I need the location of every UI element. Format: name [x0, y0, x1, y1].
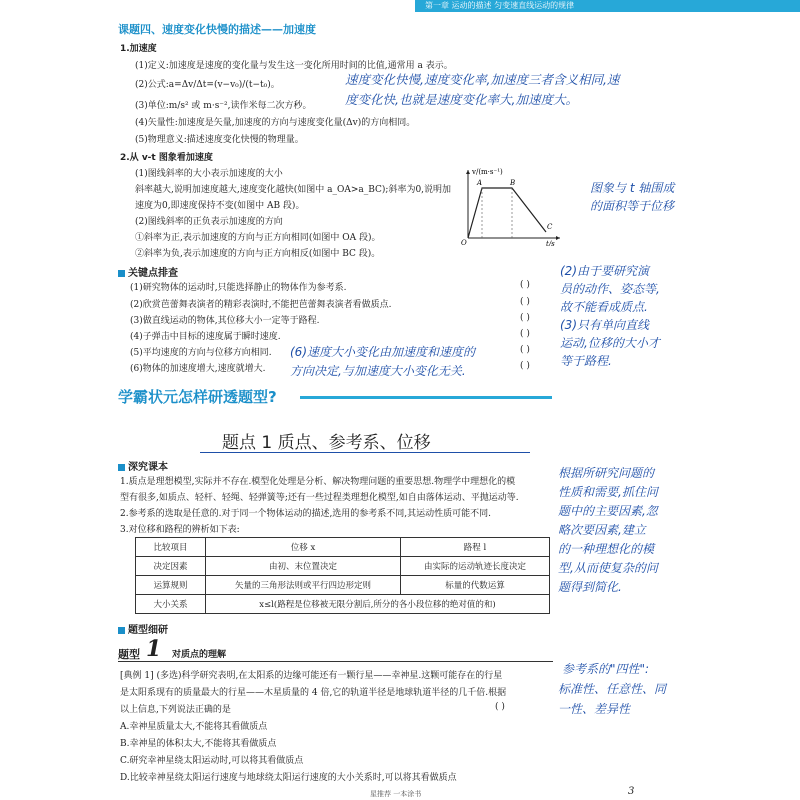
chapter-header: 第一章 运动的描述 匀变速直线运动的规律 [425, 1, 575, 10]
handwritten-note-keypoints-5: 运动,位移的大小才 [560, 336, 660, 350]
footer-brand: 星推荐 一本涂书 [370, 790, 422, 798]
table-header-cell: 位移 x [206, 538, 401, 557]
origin-label: O [461, 239, 467, 246]
table-row [136, 576, 550, 595]
handwritten-note-model-5: 的一种理想化的模 [558, 542, 655, 556]
handwritten-note-area-2: 的面积等于位移 [590, 199, 675, 213]
keypoints-title: 关键点排查 [118, 264, 178, 279]
example-line: 是太阳系现有的质量最大的行星——木星质量的 4 倍,它的轨道半径是地球轨道半径的几千倍.根据 [120, 688, 507, 698]
topic-title: 课题四、速度变化快慢的描述——加速度 [118, 23, 316, 36]
answer-bracket: ( ) [520, 313, 530, 323]
handwritten-note-item6-2: 方向决定,与加速度大小变化无关. [290, 364, 466, 378]
topic-heading: 题点 1 质点、参考系、位移 [222, 433, 431, 453]
handwritten-note-reference: 参考系的"四性": [562, 662, 650, 676]
option-c: C.研究幸神星绕太阳运动时,可以将其看做质点 [120, 756, 304, 766]
answer-bracket: ( ) [520, 280, 530, 290]
point-c-label: C [547, 223, 553, 231]
section-banner: 学霸状元怎样研透题型? [118, 388, 277, 406]
unit-line: (3)单位:m/s² 或 m·s⁻²,读作米每二次方秒。 [135, 101, 312, 111]
answer-bracket: ( ) [520, 329, 530, 339]
question-type-title: 对质点的理解 [172, 650, 227, 660]
section-vt-title: 2.从 v-t 图象看加速度 [120, 153, 213, 163]
example-line: [典例 1] (多选)科学研究表明,在太阳系的边缘可能还有一颗行星——幸神星.这颗可能存在的行星 [120, 671, 503, 681]
vt-graph [460, 166, 565, 246]
handwritten-note-model-2: 性质和需要,抓住问 [558, 485, 658, 499]
question-type-label: 题型 [118, 648, 140, 661]
banner-divider [300, 396, 552, 399]
section-acceleration-title: 1.加速度 [120, 44, 157, 54]
handwritten-note-model-6: 型,从而使复杂的问 [558, 561, 658, 575]
table-cell: 由实际的运动轨迹长度决定 [401, 557, 550, 576]
table-row [136, 538, 550, 557]
handwritten-note-model-7: 题得到简化. [558, 580, 622, 594]
meaning-line: (5)物理意义:描述速度变化快慢的物理量。 [135, 135, 304, 145]
handwritten-note-reference-3: 一性、差异性 [558, 702, 631, 716]
table-cell: 运算规则 [136, 576, 206, 595]
slope-size-line: (1)图线斜率的大小表示加速度的大小 [135, 169, 283, 179]
handwritten-note-area: 图象与 t 轴围成 [590, 181, 675, 195]
vector-line: (4)矢量性:加速度是矢量,加速度的方向与速度变化量(Δv)的方向相同。 [135, 118, 416, 128]
table-row [136, 557, 550, 576]
topic-heading-underline [200, 452, 530, 453]
question-type-number: 1 [146, 636, 162, 662]
option-a: A.幸神星质量太大,不能将其看做质点 [120, 722, 268, 732]
study-line: 3.对位移和路程的辨析如下表: [120, 525, 240, 535]
keypoint-item: (1)研究物体的运动时,只能选择静止的物体作为参考系. [130, 283, 347, 293]
keypoint-item: (6)物体的加速度增大,速度就增大. [130, 364, 266, 374]
keypoint-item: (2)欣赏芭蕾舞表演者的精彩表演时,不能把芭蕾舞表演者看做质点. [130, 300, 392, 310]
slope-detail-line-2: 速度为0,即速度保持不变(如图中 AB 段)。 [135, 201, 305, 211]
handwritten-note-item6: (6)速度大小变化由加速度和速度的 [290, 345, 475, 359]
option-b: B.幸神星的体积太大,不能将其看做质点 [120, 739, 277, 749]
graph-x-label: t/s [546, 240, 555, 246]
definition-line: (1)定义:加速度是速度的变化量与发生这一变化所用时间的比值,通常用 a 表示。 [135, 61, 453, 71]
handwritten-note-keypoints-4: (3)只有单向直线 [560, 318, 649, 332]
handwritten-note-model: 根据所研究问题的 [558, 466, 655, 480]
handwritten-note-model-4: 略次要因素,建立 [558, 523, 646, 537]
table-cell: x≤l(路程是位移被无限分割后,所分的各小段位移的绝对值的和) [206, 595, 550, 614]
handwritten-note-acceleration-2: 度变化快,也就是速度变化率大,加速度大。 [345, 92, 578, 107]
point-a-label: A [477, 179, 483, 187]
table-cell: 由初、末位置决定 [206, 557, 401, 576]
table-cell: 大小关系 [136, 595, 206, 614]
study-line: 2.参考系的选取是任意的.对于同一个物体运动的描述,选用的参考系不同,其运动性质可能不同. [120, 509, 492, 519]
handwritten-note-keypoints: (2)由于要研究演 [560, 264, 649, 278]
table-cell: 矢量的三角形法则或平行四边形定则 [206, 576, 401, 595]
handwritten-note-keypoints-3: 故不能看成质点. [560, 300, 648, 314]
keypoint-item: (5)平均速度的方向与位移方向相同. [130, 348, 272, 358]
answer-bracket: ( ) [520, 361, 530, 371]
drill-title: 题型细研 [118, 621, 168, 636]
study-title: 深究课本 [118, 458, 168, 473]
page-number: 3 [628, 786, 635, 797]
handwritten-note-reference-2: 标准性、任意性、同 [558, 682, 667, 696]
keypoint-item: (4)子弹击中目标的速度属于瞬时速度. [130, 332, 281, 342]
option-d: D.比较幸神星绕太阳运行速度与地球绕太阳运行速度的大小关系时,可以将其看做质点 [120, 773, 457, 783]
handwritten-note-model-3: 题中的主要因素,忽 [558, 504, 658, 518]
table-header-cell: 路程 l [401, 538, 550, 557]
answer-bracket: ( ) [495, 702, 505, 712]
handwritten-note-keypoints-2: 员的动作、姿态等, [560, 282, 660, 296]
keypoint-item: (3)做直线运动的物体,其位移大小一定等于路程. [130, 316, 320, 326]
point-b-label: B [510, 179, 516, 187]
table-header-cell: 比较项目 [136, 538, 206, 557]
handwritten-note-acceleration: 速度变化快慢,速度变化率,加速度三者含义相同,速 [345, 72, 620, 87]
table-cell: 决定因素 [136, 557, 206, 576]
answer-bracket: ( ) [520, 297, 530, 307]
study-line: 型有很多,如质点、轻杆、轻绳、轻弹簧等;还有一些过程类理想化模型,如自由落体运动、平抛运动等. [120, 493, 519, 503]
table-cell: 标量的代数运算 [401, 576, 550, 595]
formula-line: (2)公式:a=Δv/Δt=(v−v₀)/(t−t₀)。 [135, 80, 280, 90]
question-divider [118, 661, 553, 662]
table-row [136, 595, 550, 614]
slope-sign-line: (2)图线斜率的正负表示加速度的方向 [135, 217, 283, 227]
answer-bracket: ( ) [520, 345, 530, 355]
study-line: 1.质点是理想模型,实际并不存在.模型化处理是分析、解决物理问题的重要思想.物理学中理想化的模 [120, 477, 516, 487]
graph-y-label: v/(m·s⁻¹) [472, 168, 503, 176]
example-line: 以上信息,下列说法正确的是 [120, 705, 231, 715]
slope-detail-line: 斜率越大,说明加速度越大,速度变化越快(如图中 a_OA>a_BC);斜率为0,说明加 [135, 185, 452, 195]
displacement-path-table [135, 537, 550, 614]
positive-slope-line: ①斜率为正,表示加速度的方向与正方向相同(如图中 OA 段)。 [135, 233, 381, 243]
handwritten-note-keypoints-6: 等于路程. [560, 354, 612, 368]
negative-slope-line: ②斜率为负,表示加速度的方向与正方向相反(如图中 BC 段)。 [135, 249, 381, 259]
